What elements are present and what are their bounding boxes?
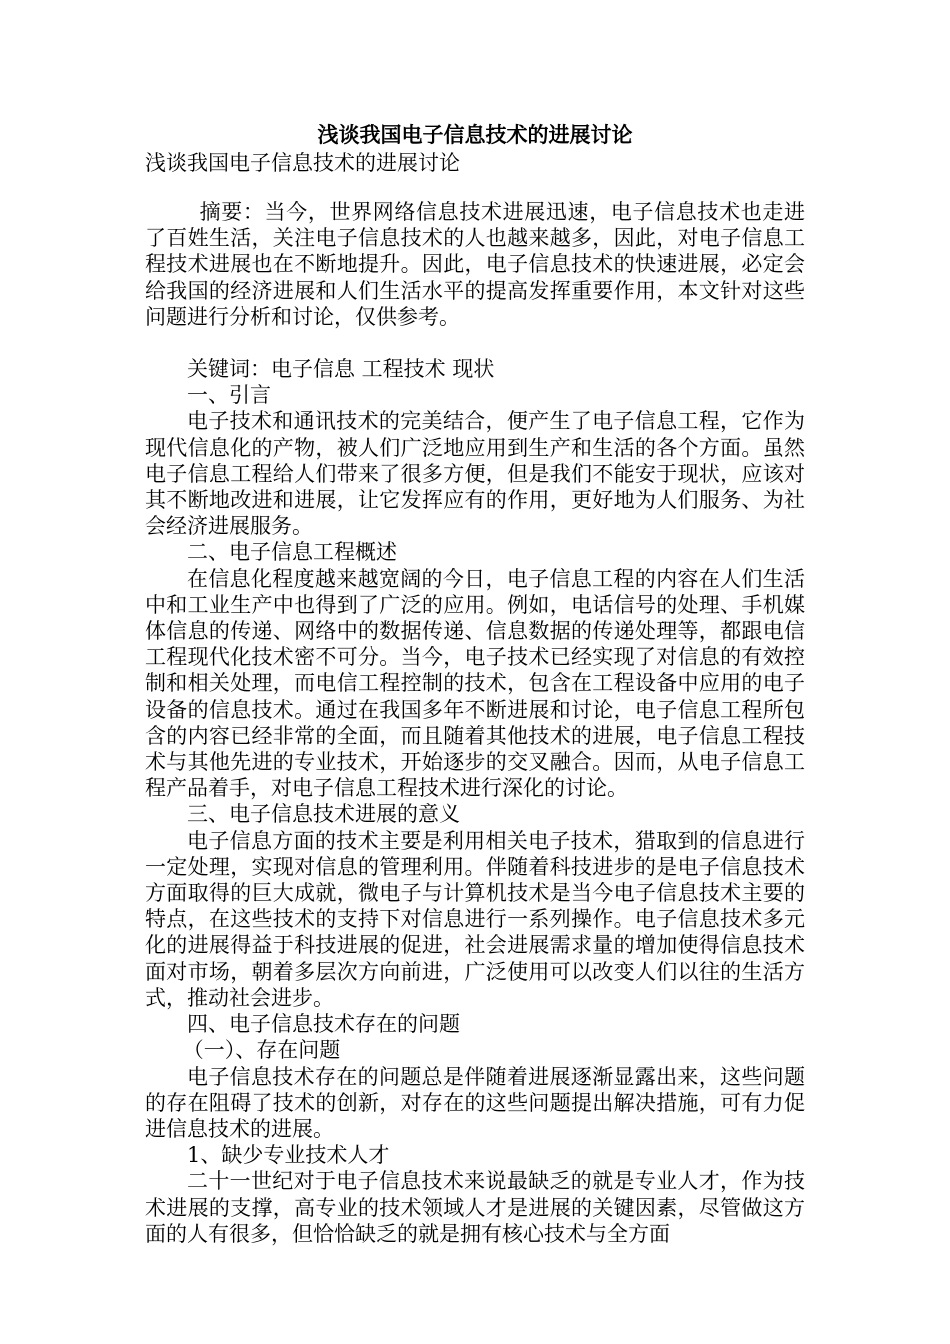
keywords-line: 关键词：电子信息 工程技术 现状 xyxy=(187,357,495,382)
document-subtitle: 浅谈我国电子信息技术的进展讨论 xyxy=(145,151,460,175)
section-heading-introduction: 一、引言 xyxy=(187,383,271,408)
section-paragraph-introduction: 电子技术和通讯技术的完美结合，便产生了电子信息工程，它作为现代信息化的产物，被人们广泛地应用到生产和生活的各个方面。虽然电子信息工程给人们带来了很多方便，但是我们不能安于现状，应该对其不断地改进和进展，让它发挥应有的作用，更好地为人们服务、为社会经济进展服务。 xyxy=(145,409,805,539)
subsection-heading-existing-problems: （一）、存在问题 xyxy=(182,1038,341,1063)
section-paragraph-problems: 电子信息技术存在的问题总是伴随着进展逐渐显露出来，这些问题的存在阻碍了技术的创新，对存在的这些问题提出解决措施，可有力促进信息技术的进展。 xyxy=(145,1064,805,1141)
section-paragraph-overview: 在信息化程度越来越宽阔的今日，电子信息工程的内容在人们生活中和工业生产中也得到了广泛的应用。例如，电话信号的处理、手机媒体信息的传递、网络中的数据传递、信息数据的传递处理等，都跟电信工程现代化技术密不可分。当今，电子技术已经实现了对信息的有效控制和相关处理，而电信工程控制的技术，包含在工程设备中应用的电子设备的信息技术。通过在我国多年不断进展和讨论，电子信息工程所包含的内容已经非常的全面，而且随着其他技术的进展，电子信息工程技术与其他先进的专业技术，开始逐步的交叉融合。因而，从电子信息工程产品着手，对电子信息工程技术进行深化的讨论。 xyxy=(145,566,805,801)
section-heading-problems: 四、电子信息技术存在的问题 xyxy=(187,1012,460,1037)
abstract-paragraph: 摘要：当今，世界网络信息技术进展迅速，电子信息技术也走进了百姓生活，关注电子信息技术的人也越来越多，因此，对电子信息工程技术进展也在不断地提升。因此，电子信息技术的快速进展，必定会给我国的经济进展和人们生活水平的提高发挥重要作用，本文针对这些问题进行分析和讨论，仅供参考。 xyxy=(145,200,805,329)
section-heading-talent-shortage: 1、缺少专业技术人才 xyxy=(187,1143,390,1168)
section-paragraph-talent-shortage: 二十一世纪对于电子信息技术来说最缺乏的就是专业人才，作为技术进展的支撑，高专业的技术领域人才是进展的关键因素，尽管做这方面的人有很多，但恰恰缺乏的就是拥有核心技术与全方面 xyxy=(145,1169,805,1246)
section-paragraph-significance: 电子信息方面的技术主要是利用相关电子技术，猎取到的信息进行一定处理，实现对信息的管理利用。伴随着科技进步的是电子信息技术方面取得的巨大成就，微电子与计算机技术是当今电子信息技术主要的特点，在这些技术的支持下对信息进行一系列操作。电子信息技术多元化的进展得益于科技进展的促进，社会进展需求量的增加使得信息技术面对市场，朝着多层次方向前进，广泛使用可以改变人们以往的生活方式，推动社会进步。 xyxy=(145,828,805,1010)
paragraph-spacer xyxy=(145,330,805,356)
section-heading-significance: 三、电子信息技术进展的意义 xyxy=(187,802,460,827)
document-body xyxy=(145,199,805,1247)
section-heading-overview: 二、电子信息工程概述 xyxy=(187,540,397,565)
document-title: 浅谈我国电子信息技术的进展讨论 xyxy=(317,122,633,147)
